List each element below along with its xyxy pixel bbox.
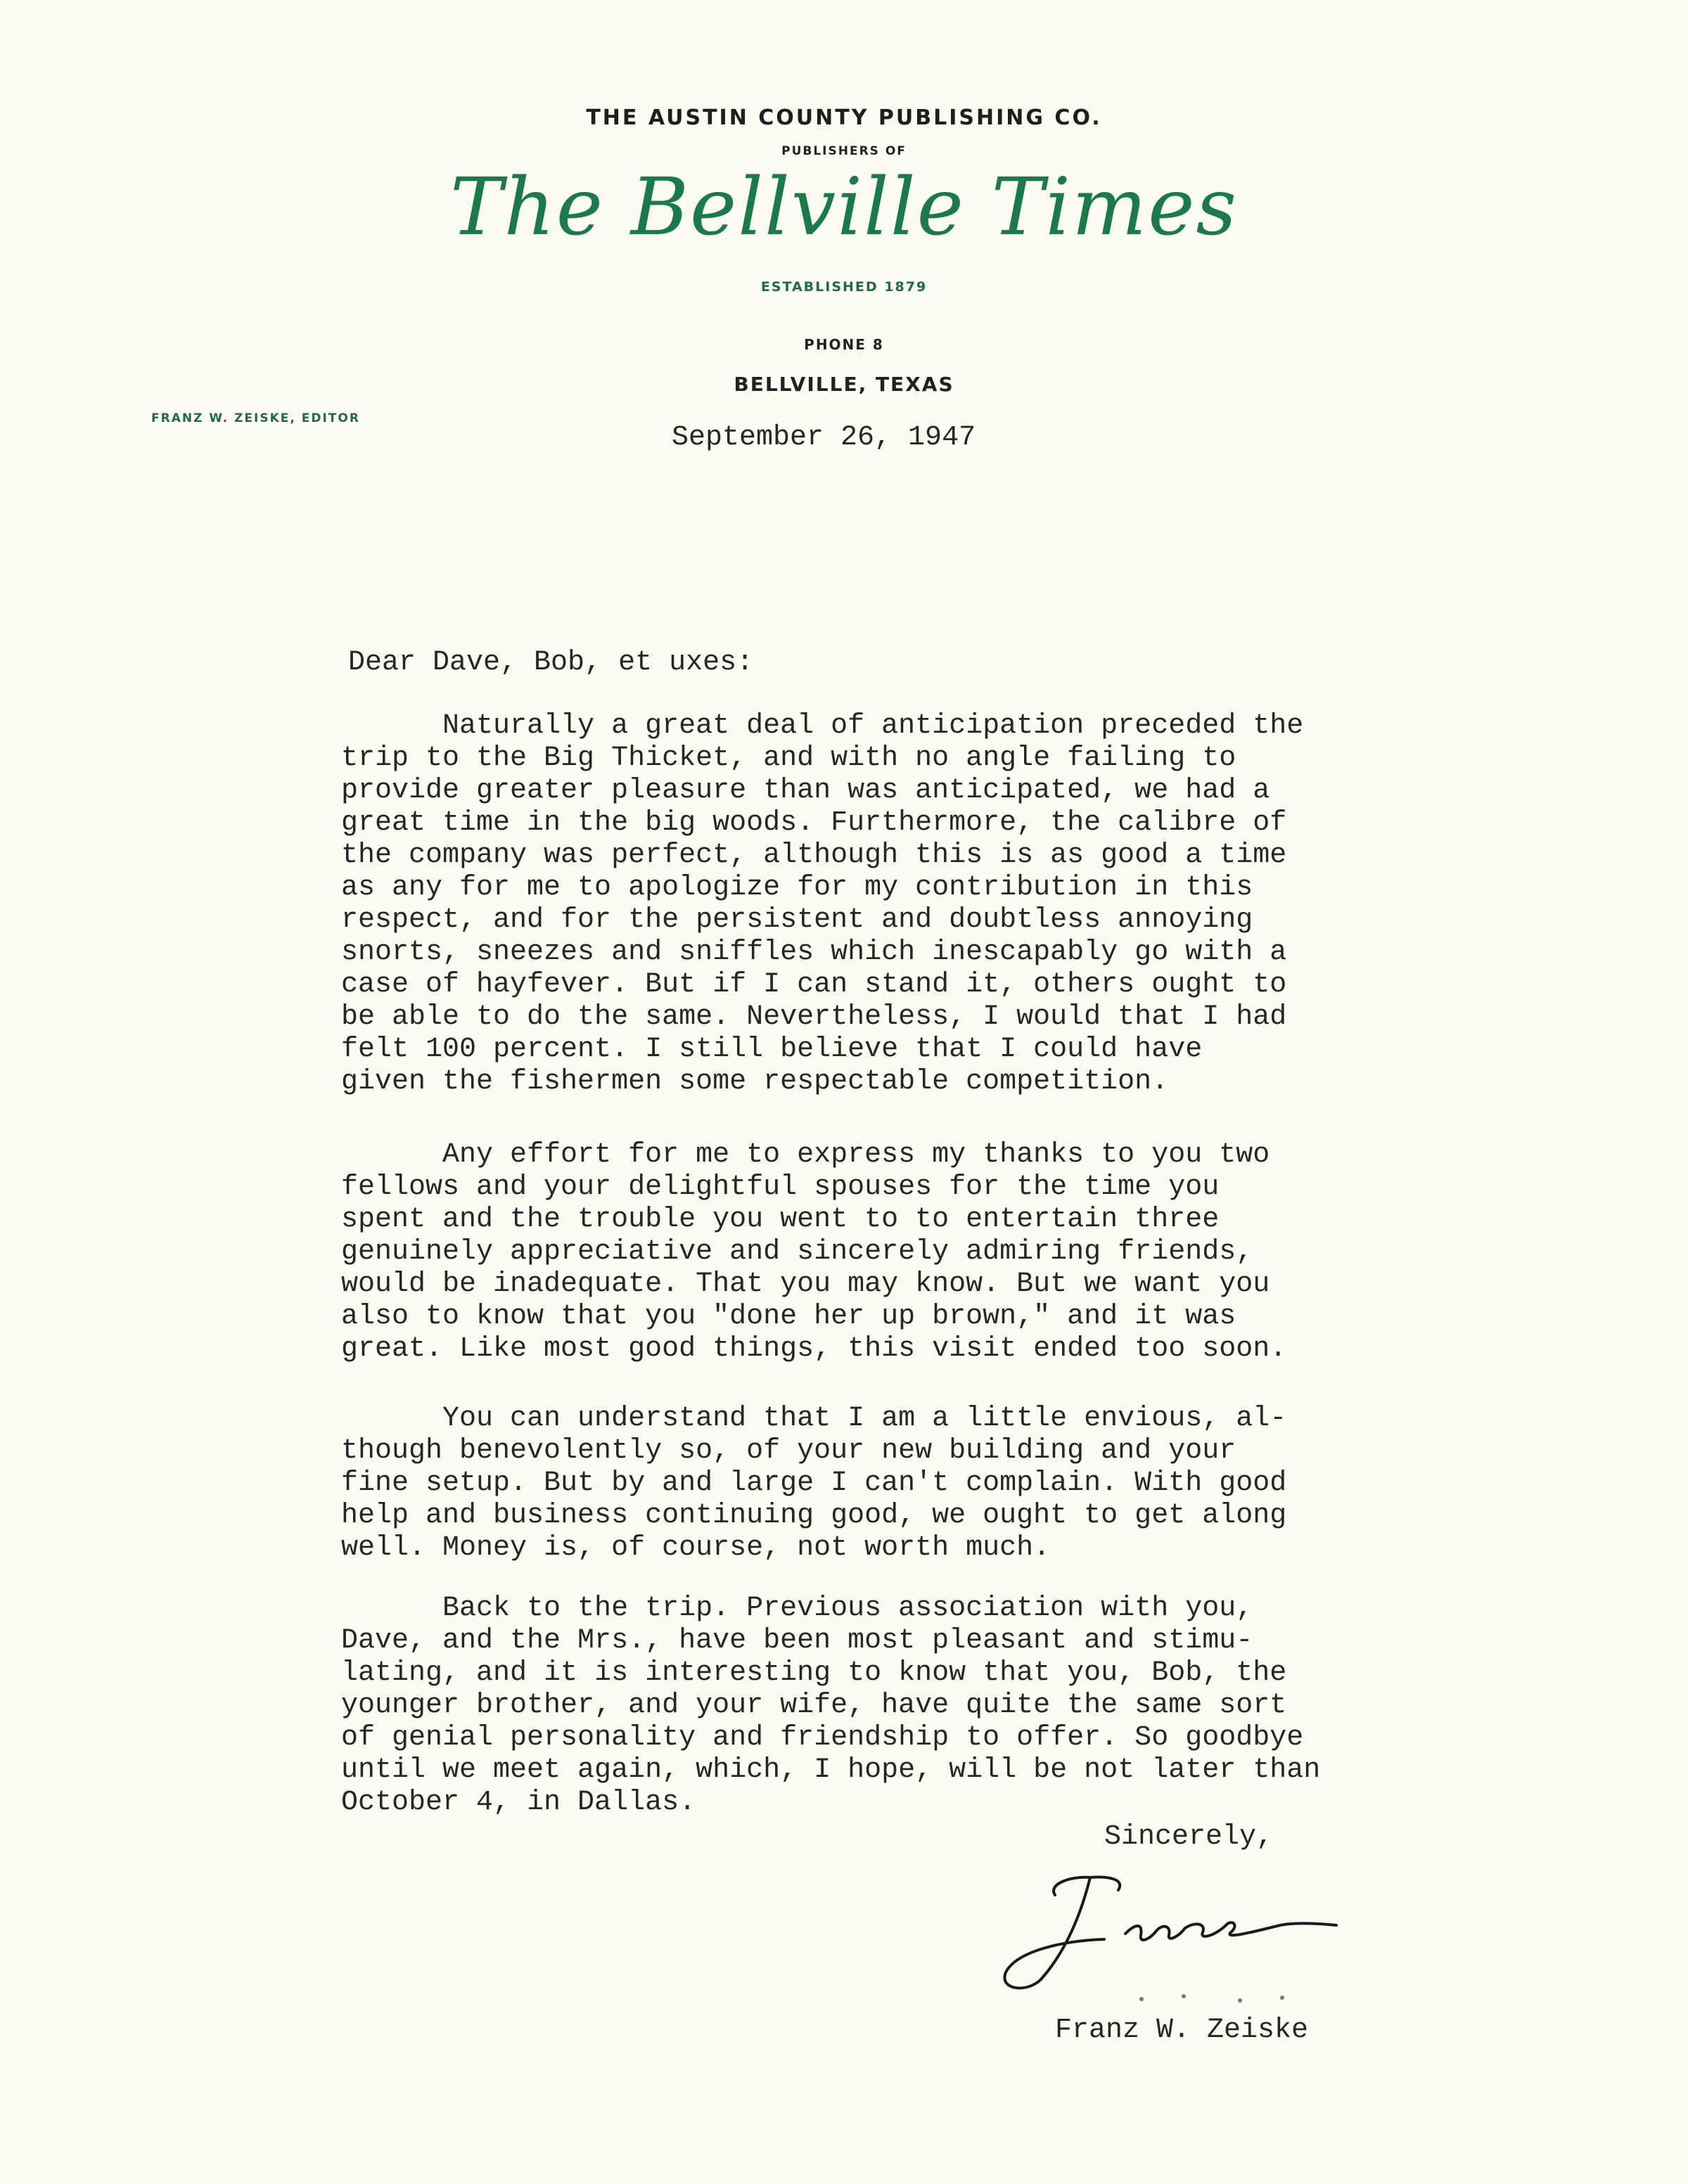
paragraph-line: provide greater pleasure than was anticipated, we had a	[341, 775, 1270, 807]
paragraph-line: snorts, sneezes and sniffles which inescapably go with a	[341, 937, 1287, 968]
paragraph-line: as any for me to apologize for my contribution in this	[341, 872, 1253, 904]
editor-line: FRANZ W. ZEISKE, EDITOR	[151, 411, 360, 425]
signer-name: Franz W. Zeiske	[1055, 2015, 1309, 2046]
paragraph-line: genuinely appreciative and sincerely admiring friends,	[341, 1236, 1253, 1268]
signature-icon	[985, 1856, 1350, 2004]
paragraph-line: Naturally a great deal of anticipation preceded the	[341, 710, 1304, 742]
paragraph-line: spent and the trouble you went to to entertain three	[341, 1204, 1220, 1235]
closing: Sincerely,	[1104, 1821, 1274, 1853]
letter-date: September 26, 1947	[672, 422, 976, 454]
paragraph-line: of genial personality and friendship to offer. So goodbye	[341, 1722, 1304, 1754]
ink-speck	[1139, 1997, 1144, 2001]
ink-speck	[1182, 1994, 1186, 1998]
paragraph-line: Any effort for me to express my thanks to you two	[341, 1139, 1270, 1171]
paragraph-3	[341, 1403, 1286, 1565]
paragraph-line: fine setup. But by and large I can't complain. With good	[341, 1467, 1287, 1499]
paragraph-line: the company was perfect, although this is as good a time	[341, 840, 1287, 871]
paragraph-line: help and business continuing good, we ought to get along	[341, 1500, 1287, 1531]
paragraph-line: younger brother, and your wife, have quite the same sort	[341, 1690, 1287, 1721]
paragraph-line: given the fishermen some respectable competition.	[341, 1066, 1169, 1098]
paragraph-line: great. Like most good things, this visit ended too soon.	[341, 1333, 1287, 1365]
paragraph-line: lating, and it is interesting to know that you, Bob, the	[341, 1657, 1287, 1689]
masthead-title: The Bellville Times	[449, 162, 1239, 253]
established-line: ESTABLISHED 1879	[760, 279, 928, 295]
paragraph-line: Back to the trip. Previous association with you,	[341, 1593, 1253, 1624]
city-line: BELLVILLE, TEXAS	[734, 373, 954, 396]
paragraph-2	[341, 1139, 1286, 1366]
paragraph-line: great time in the big woods. Furthermore, the calibre of	[341, 807, 1287, 839]
paragraph-line: until we meet again, which, I hope, will be not later than	[341, 1754, 1321, 1786]
paragraph-line: though benevolently so, of your new building and your	[341, 1435, 1236, 1467]
paragraph-line: fellows and your delightful spouses for the time you	[341, 1171, 1220, 1203]
paragraph-line: felt 100 percent. I still believe that I could have	[341, 1034, 1203, 1065]
paragraph-line: October 4, in Dallas.	[341, 1787, 696, 1818]
salutation: Dear Dave, Bob, et uxes:	[348, 647, 754, 679]
paragraph-1	[341, 710, 1303, 1098]
publishers-of-label: PUBLISHERS OF	[781, 144, 907, 158]
paragraph-line: well. Money is, of course, not worth much.	[341, 1532, 1051, 1564]
ink-speck	[1238, 1998, 1242, 2003]
paragraph-line: You can understand that I am a little envious, al-	[341, 1403, 1287, 1434]
paragraph-line: respect, and for the persistent and doubtless annoying	[341, 904, 1253, 936]
paragraph-4	[341, 1593, 1320, 1819]
company-name: THE AUSTIN COUNTY PUBLISHING CO.	[586, 105, 1102, 130]
paragraph-line: also to know that you "done her up brown," and it was	[341, 1301, 1236, 1332]
paragraph-line: trip to the Big Thicket, and with no angle failing to	[341, 743, 1236, 774]
paragraph-line: be able to do the same. Nevertheless, I would that I had	[341, 1001, 1287, 1033]
ink-speck	[1280, 1996, 1284, 2000]
paragraph-line: would be inadequate. That you may know. But we want you	[341, 1268, 1270, 1300]
paragraph-line: Dave, and the Mrs., have been most pleasant and stimu-	[341, 1625, 1253, 1657]
paragraph-line: case of hayfever. But if I can stand it, others ought to	[341, 969, 1287, 1001]
phone-line: PHONE 8	[804, 336, 884, 353]
